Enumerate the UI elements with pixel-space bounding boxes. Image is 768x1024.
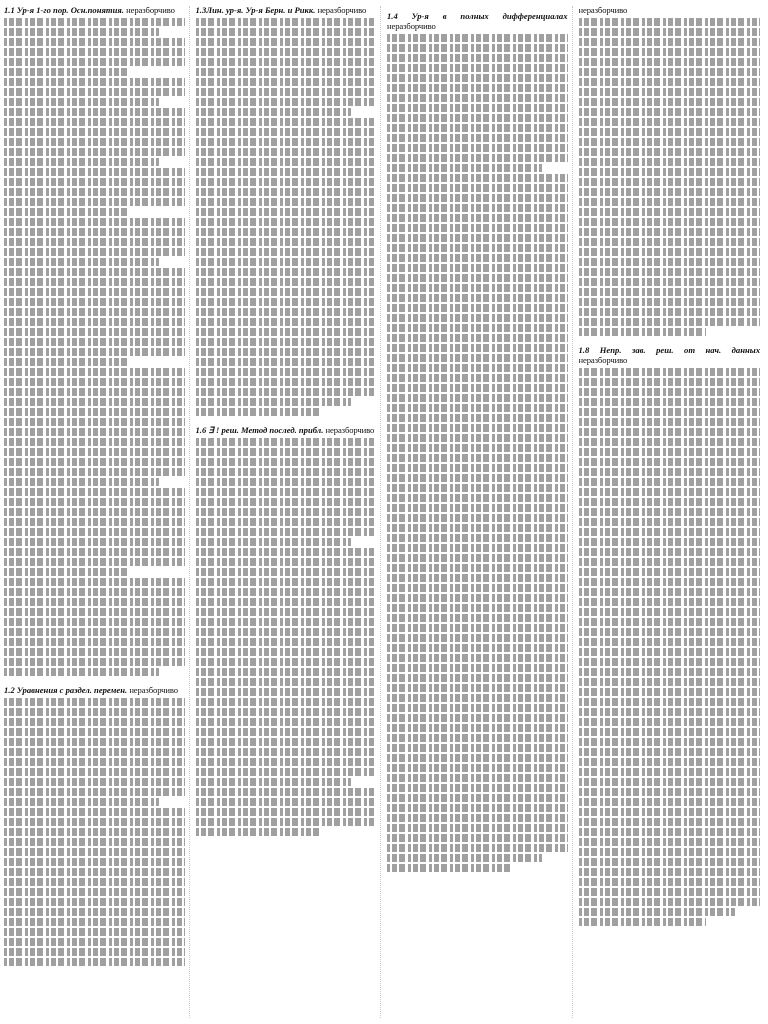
column-4 [579, 6, 765, 1018]
section-1-2 [4, 686, 185, 966]
illegible-text-block [579, 368, 761, 926]
section-body: неразборчиво [325, 424, 375, 435]
illegible-text-block [387, 34, 568, 872]
column-2 [196, 6, 382, 1018]
illegible-text-block [196, 438, 377, 836]
section-title: 1.1 Ур-я 1-го пор. Осн.понятия. [4, 6, 124, 15]
illegible-text-block [579, 18, 761, 336]
section-1-6 [196, 426, 377, 836]
section-1-7-continued [579, 6, 761, 336]
column-3 [387, 6, 573, 1018]
section-title: 1.8 Непр. зав. реш. от нач. данных [578, 344, 760, 355]
section-body: неразборчиво [317, 6, 367, 15]
column-1 [4, 6, 190, 1018]
section-body: неразборчиво [578, 354, 628, 365]
illegible-text-block [196, 18, 377, 416]
section-body: неразборчиво [387, 20, 436, 31]
section-1-3 [196, 6, 377, 416]
section-title: 1.3Лин. ур-я. Ур-я Берн. и Рикк. [195, 6, 316, 15]
section-body: неразборчиво [129, 684, 179, 695]
section-title: 1.4 Ур-я в полных дифференциалах [387, 11, 568, 21]
section-1-8 [579, 346, 761, 926]
section-1-1 [4, 6, 185, 676]
section-title: 1.6 ∃ ! реш. Метод послед. прибл. [195, 424, 324, 435]
section-title: 1.2 Уравнения с раздел. перемен. [4, 684, 128, 695]
illegible-text-block [4, 18, 185, 676]
illegible-text-block [4, 698, 185, 966]
section-1-4 [387, 12, 568, 872]
section-body: неразборчиво [126, 6, 175, 15]
section-body: неразборчиво [578, 6, 628, 15]
